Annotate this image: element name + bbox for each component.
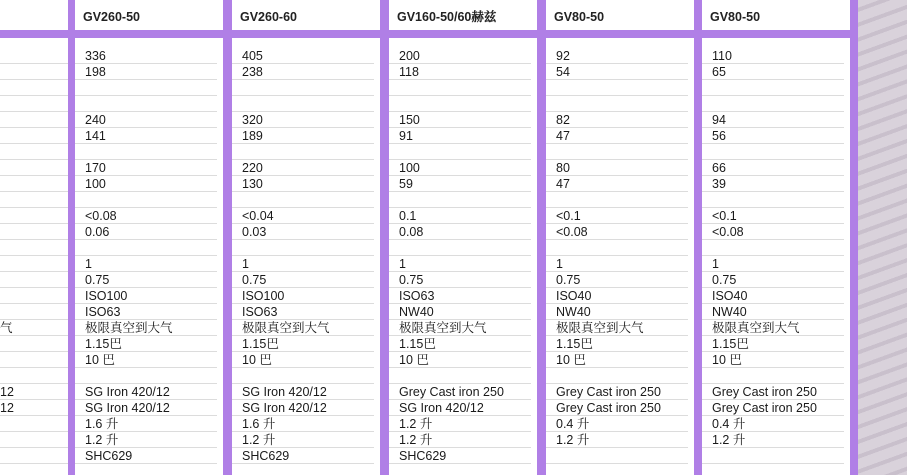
table-cell: [702, 192, 844, 208]
table-cell: SG Iron 420/12: [389, 400, 531, 416]
table-cell: [702, 96, 844, 112]
table-cell: Grey Cast iron 250: [546, 384, 688, 400]
table-cell: 10 巴: [232, 352, 374, 368]
table-cell: [232, 96, 374, 112]
table-cell: 200: [389, 48, 531, 64]
table-cell: [389, 240, 531, 256]
table-column: [702, 0, 850, 475]
column-header: GV80-50: [702, 4, 850, 31]
table-cell: 80: [546, 160, 688, 176]
table-cell: SG Iron 420/12: [232, 384, 374, 400]
table-cell: ISO63: [389, 288, 531, 304]
table-cell: 1.15巴: [702, 336, 844, 352]
table-cell: [0, 304, 68, 320]
table-cell: [546, 192, 688, 208]
column-header: GV80-50: [546, 4, 694, 31]
table-cell: Grey Cast iron 250: [389, 384, 531, 400]
table-cell: ISO63: [75, 304, 217, 320]
column-header: [0, 4, 68, 31]
table-cell: [546, 240, 688, 256]
table-cell: [0, 272, 68, 288]
table-cell: [0, 96, 68, 112]
table-cell: 220: [232, 160, 374, 176]
table-cell: 0.1: [389, 208, 531, 224]
table-cell: 10 巴: [546, 352, 688, 368]
table-cell: 130: [232, 176, 374, 192]
table-cell: 0.4 升: [702, 416, 844, 432]
table-cell: 39: [702, 176, 844, 192]
table-cell: 92: [546, 48, 688, 64]
column-header: GV260-60: [232, 4, 380, 31]
table-cell: [546, 96, 688, 112]
table-cell: 0.03: [232, 224, 374, 240]
table-cell: [0, 128, 68, 144]
table-cell: 170: [75, 160, 217, 176]
table-cell: [75, 80, 217, 96]
column-rows: [702, 48, 850, 464]
table-cell: 320: [232, 112, 374, 128]
table-cell: 59: [389, 176, 531, 192]
table-cell: <0.1: [702, 208, 844, 224]
table-cell: NW40: [389, 304, 531, 320]
table-cell: [0, 224, 68, 240]
table-cell: [232, 144, 374, 160]
table-cell: 气: [0, 320, 68, 336]
table-cell: SHC629: [232, 448, 374, 464]
header-divider: [232, 30, 380, 38]
table-cell: 82: [546, 112, 688, 128]
column-rows: [75, 48, 223, 464]
table-cell: 极限真空到大气: [546, 320, 688, 336]
table-cell: [0, 208, 68, 224]
table-cell: [702, 144, 844, 160]
table-cell: 1.2 升: [232, 432, 374, 448]
table-cell: [232, 240, 374, 256]
table-cell: 0.75: [75, 272, 217, 288]
background-stripes: [850, 0, 907, 475]
table-cell: [75, 368, 217, 384]
table-cell: 47: [546, 128, 688, 144]
table-cell: [0, 112, 68, 128]
table-cell: [0, 192, 68, 208]
table-cell: [546, 144, 688, 160]
table-cell: 1: [546, 256, 688, 272]
table-cell: ISO40: [702, 288, 844, 304]
column-rows: [232, 48, 380, 464]
table-cell: 12: [0, 384, 68, 400]
table-cell: [232, 192, 374, 208]
table-cell: [546, 80, 688, 96]
table-cell: 0.75: [702, 272, 844, 288]
table-cell: [75, 192, 217, 208]
table-cell: 极限真空到大气: [389, 320, 531, 336]
table-cell: [0, 160, 68, 176]
table-cell: 150: [389, 112, 531, 128]
table-cell: <0.04: [232, 208, 374, 224]
table-cell: 1: [232, 256, 374, 272]
table-cell: <0.08: [75, 208, 217, 224]
table-cell: [0, 448, 68, 464]
table-cell: 1.2 升: [702, 432, 844, 448]
table-cell: [0, 144, 68, 160]
column-header: GV160-50/60赫兹: [389, 4, 537, 31]
table-column: [75, 0, 223, 475]
table-cell: <0.08: [702, 224, 844, 240]
table-cell: 240: [75, 112, 217, 128]
table-cell: ISO63: [232, 304, 374, 320]
table-cell: 94: [702, 112, 844, 128]
table-cell: 1: [75, 256, 217, 272]
table-column: [546, 0, 694, 475]
table-cell: 0.75: [232, 272, 374, 288]
table-cell: [0, 368, 68, 384]
table-cell: 66: [702, 160, 844, 176]
table-cell: 1.2 升: [389, 432, 531, 448]
table-cell: 110: [702, 48, 844, 64]
table-cell: [546, 448, 688, 464]
table-cell: ISO100: [232, 288, 374, 304]
table-cell: 12: [0, 400, 68, 416]
table-cell: 56: [702, 128, 844, 144]
table-cell: SG Iron 420/12: [75, 384, 217, 400]
table-cell: [0, 64, 68, 80]
table-cell: [0, 416, 68, 432]
table-cell: SG Iron 420/12: [75, 400, 217, 416]
column-rows: [0, 48, 68, 464]
table-column: [0, 0, 68, 475]
table-cell: 100: [75, 176, 217, 192]
table-cell: SHC629: [389, 448, 531, 464]
table-cell: [389, 192, 531, 208]
table-cell: 47: [546, 176, 688, 192]
table-cell: [702, 368, 844, 384]
table-cell: 1.15巴: [389, 336, 531, 352]
table-cell: 10 巴: [702, 352, 844, 368]
table-cell: <0.08: [546, 224, 688, 240]
table-column: [389, 0, 537, 475]
table-cell: 极限真空到大气: [232, 320, 374, 336]
table-cell: Grey Cast iron 250: [546, 400, 688, 416]
table-cell: 1.15巴: [75, 336, 217, 352]
table-cell: [75, 240, 217, 256]
column-header: GV260-50: [75, 4, 223, 31]
table-cell: 1.6 升: [232, 416, 374, 432]
header-divider: [75, 30, 223, 38]
table-cell: ISO40: [546, 288, 688, 304]
table-cell: 1.6 升: [75, 416, 217, 432]
table-cell: 238: [232, 64, 374, 80]
header-divider: [0, 30, 68, 38]
table-cell: NW40: [702, 304, 844, 320]
table-cell: 1.2 升: [75, 432, 217, 448]
table-cell: [702, 448, 844, 464]
table-cell: 65: [702, 64, 844, 80]
table-cell: [0, 80, 68, 96]
table-cell: 1.15巴: [546, 336, 688, 352]
table-cell: 1: [702, 256, 844, 272]
table-cell: 1.15巴: [232, 336, 374, 352]
table-cell: 91: [389, 128, 531, 144]
table-cell: [389, 96, 531, 112]
table-cell: 141: [75, 128, 217, 144]
table-cell: [702, 80, 844, 96]
table-cell: [389, 144, 531, 160]
table-cell: [232, 368, 374, 384]
table-cell: [389, 80, 531, 96]
table-cell: <0.1: [546, 208, 688, 224]
table-cell: [546, 368, 688, 384]
table-cell: Grey Cast iron 250: [702, 400, 844, 416]
header-divider: [389, 30, 537, 38]
table-cell: [389, 368, 531, 384]
table-cell: SG Iron 420/12: [232, 400, 374, 416]
table-cell: 189: [232, 128, 374, 144]
header-divider: [702, 30, 850, 38]
table-cell: [0, 288, 68, 304]
table-cell: 336: [75, 48, 217, 64]
table-cell: SHC629: [75, 448, 217, 464]
table-cell: 100: [389, 160, 531, 176]
table-column: [232, 0, 380, 475]
table-cell: [75, 96, 217, 112]
table-cell: 1: [389, 256, 531, 272]
table-cell: [0, 432, 68, 448]
table-cell: 10 巴: [75, 352, 217, 368]
table-cell: 198: [75, 64, 217, 80]
table-cell: 0.4 升: [546, 416, 688, 432]
table-cell: 405: [232, 48, 374, 64]
table-cell: 54: [546, 64, 688, 80]
table-cell: [0, 48, 68, 64]
table-cell: [232, 80, 374, 96]
column-rows: [546, 48, 694, 464]
table-cell: 0.75: [546, 272, 688, 288]
table-cell: ISO100: [75, 288, 217, 304]
header-divider: [546, 30, 694, 38]
table-cell: 0.75: [389, 272, 531, 288]
table-cell: [0, 352, 68, 368]
table-cell: Grey Cast iron 250: [702, 384, 844, 400]
table-cell: 118: [389, 64, 531, 80]
table-cell: [0, 336, 68, 352]
table-cell: 0.06: [75, 224, 217, 240]
table-cell: 极限真空到大气: [702, 320, 844, 336]
table-cell: 极限真空到大气: [75, 320, 217, 336]
table-cell: [702, 240, 844, 256]
column-rows: [389, 48, 537, 464]
table-cell: [0, 256, 68, 272]
table-cell: [0, 176, 68, 192]
table-cell: [75, 144, 217, 160]
table-cell: 1.2 升: [389, 416, 531, 432]
table-cell: NW40: [546, 304, 688, 320]
table-cell: 10 巴: [389, 352, 531, 368]
table-cell: [0, 240, 68, 256]
table-cell: 1.2 升: [546, 432, 688, 448]
table-cell: 0.08: [389, 224, 531, 240]
